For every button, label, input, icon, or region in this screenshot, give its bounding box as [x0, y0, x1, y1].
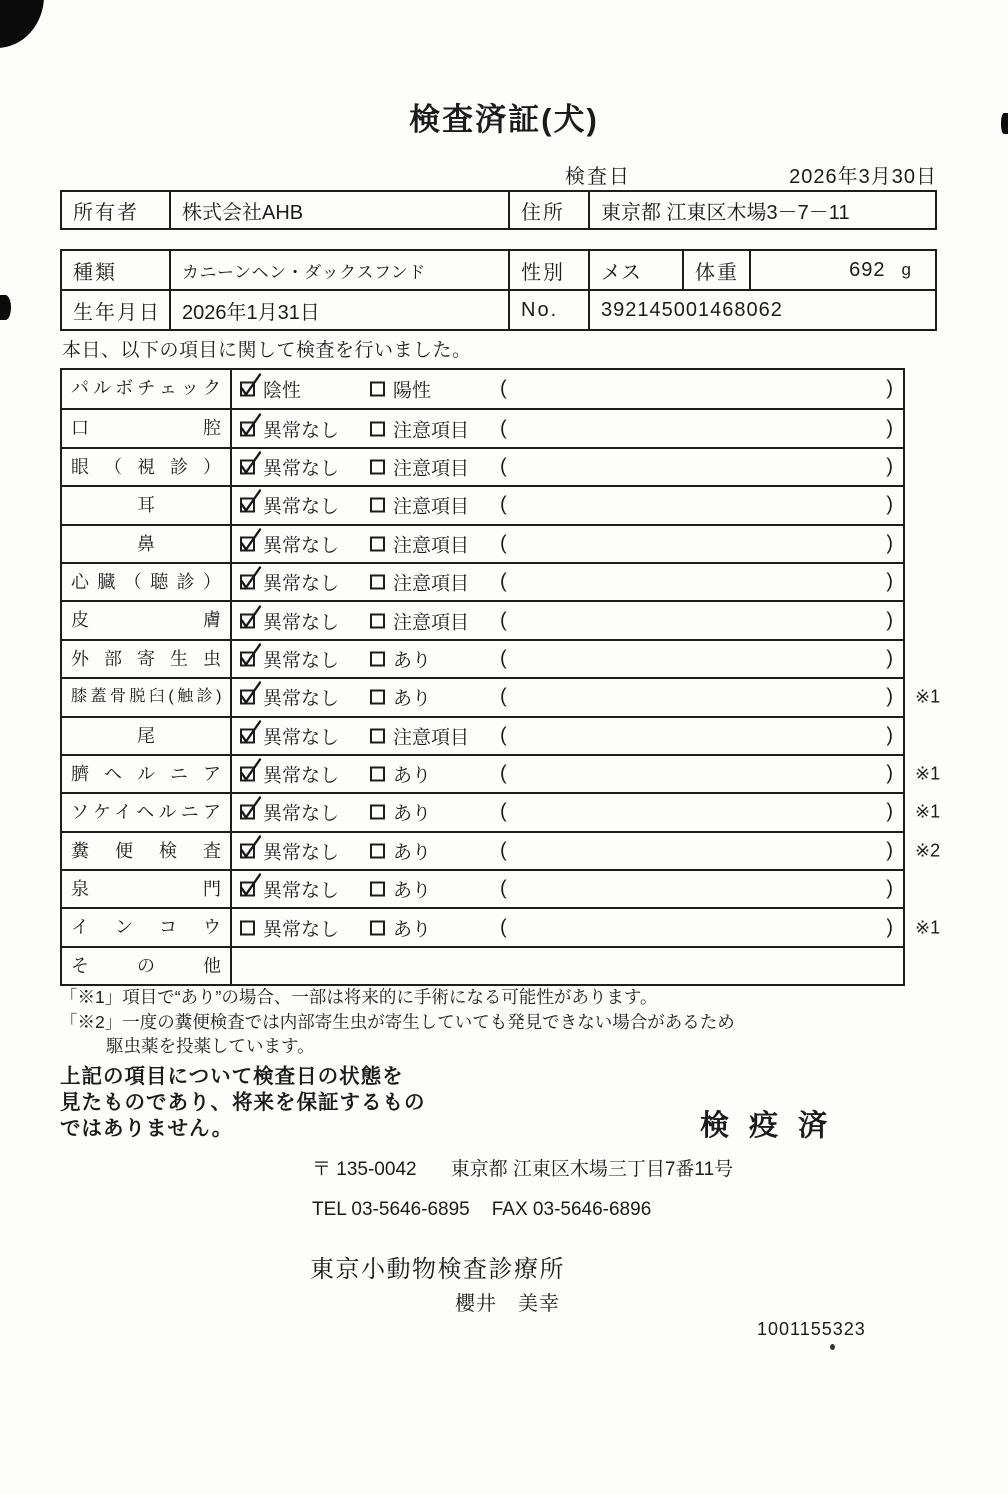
owner-label: 所有者	[73, 201, 139, 224]
inspection-table	[60, 368, 941, 986]
paren-close-mark: )	[886, 724, 893, 747]
checkbox-option2	[370, 613, 385, 628]
option1-label: 異常なし	[263, 612, 340, 634]
paren-open-mark: (	[500, 377, 507, 400]
postal-code: 〒 135-0042	[312, 1159, 417, 1180]
paren-open-mark: (	[500, 800, 507, 823]
item-name: 口腔	[62, 410, 232, 446]
option1-label: 異常なし	[263, 650, 340, 672]
row-content	[232, 718, 903, 754]
checkbox-option1	[240, 843, 255, 858]
item-name: 皮膚	[62, 602, 232, 638]
option2-group	[370, 530, 469, 557]
row-note-mark: ※1	[915, 917, 941, 938]
paren-close-mark: )	[886, 609, 893, 632]
option1-label: 異常なし	[263, 842, 340, 864]
row-content	[232, 449, 903, 485]
checkbox-option2	[370, 498, 385, 513]
check-mark-icon	[238, 681, 264, 707]
pet-info-table	[60, 249, 937, 331]
paren-open-mark: (	[500, 417, 507, 440]
document-title: 検査済証(犬)	[409, 102, 599, 137]
check-mark-icon	[238, 719, 264, 745]
scan-artifact-dot	[830, 1344, 835, 1350]
option2-group	[370, 876, 431, 903]
checkbox-option1	[240, 805, 255, 820]
inspection-row	[62, 524, 903, 562]
option2-label: 注意項目	[393, 612, 470, 634]
footnote-1: 「※1」項目で“あり”の場合、一部は将来的に手術になる可能性があります。	[60, 987, 658, 1007]
checkbox-option2	[370, 920, 385, 935]
checkbox-option1	[240, 728, 255, 743]
weight-cell	[749, 251, 935, 289]
checkbox-option1	[240, 690, 255, 705]
paren-close-mark: )	[886, 493, 893, 516]
check-mark-icon	[238, 489, 264, 515]
checkbox-option2	[370, 421, 385, 436]
item-name: パルボチェック	[62, 370, 232, 408]
option1-group	[240, 876, 339, 903]
inspection-row	[62, 447, 903, 485]
paren-close-mark: )	[886, 377, 893, 400]
paren-close-mark: )	[886, 800, 893, 823]
inspection-row	[62, 869, 903, 907]
item-name: 耳	[62, 487, 232, 523]
paren-open-mark: (	[500, 493, 507, 516]
document-number: 1001155323	[757, 1319, 866, 1339]
check-mark-icon	[238, 834, 264, 860]
option1-label: 異常なし	[263, 919, 340, 941]
row-content	[232, 564, 903, 600]
breed-value: カニーンヘン・ダックスフンド	[169, 251, 508, 289]
row-note-mark: ※2	[915, 840, 941, 861]
paren-close-mark: )	[886, 877, 893, 900]
item-name: 鼻	[62, 526, 232, 562]
row-note-mark: ※1	[915, 801, 941, 822]
inspection-row	[62, 907, 941, 945]
option2-label: 注意項目	[393, 496, 470, 518]
paren-close-mark: )	[886, 762, 893, 785]
row-note-mark: ※1	[915, 763, 941, 784]
clinic-fax: FAX 03-5646-6896	[491, 1199, 652, 1220]
checkbox-option1	[240, 920, 255, 935]
inspection-row	[62, 792, 941, 830]
clinic-name: 東京小動物検査診療所	[310, 1256, 565, 1283]
check-mark-icon	[238, 796, 264, 822]
check-mark-icon	[238, 527, 264, 553]
checkbox-option1	[240, 498, 255, 513]
check-mark-icon	[238, 373, 264, 399]
inspection-row	[62, 600, 903, 638]
checkbox-option2	[370, 651, 385, 666]
clinic-address: 東京都 江東区木場三丁目7番11号	[450, 1159, 734, 1180]
checkbox-option2	[370, 882, 385, 897]
option2-label: あり	[393, 803, 432, 825]
birthdate-label: 生年月日	[73, 301, 161, 324]
checkbox-option1	[240, 882, 255, 897]
paren-close-mark: )	[886, 417, 893, 440]
row-content	[232, 871, 903, 907]
owner-table	[60, 190, 937, 230]
checkbox-option2	[370, 767, 385, 782]
disclaimer-line-2: 見たものであり、将来を保証するもの	[60, 1091, 426, 1114]
option1-label: 異常なし	[263, 573, 340, 595]
inspection-row	[62, 485, 903, 523]
option2-group	[370, 415, 469, 442]
intro-text: 本日、以下の項目に関して検査を行いました。	[62, 340, 472, 361]
row-content	[232, 833, 903, 869]
checkbox-option1	[240, 651, 255, 666]
check-mark-icon	[238, 642, 264, 668]
row-content	[232, 794, 903, 830]
breed-label: 種類	[73, 261, 117, 284]
option1-group	[240, 492, 339, 519]
option2-label: 注意項目	[393, 535, 470, 557]
disclaimer-text	[60, 1064, 426, 1142]
pet-info-row-2	[62, 289, 935, 329]
option1-label: 異常なし	[263, 420, 340, 442]
option2-label: 注意項目	[393, 727, 470, 749]
checkbox-option1	[240, 459, 255, 474]
checkbox-option2	[370, 382, 385, 397]
check-mark-icon	[238, 412, 264, 438]
option2-group	[370, 645, 431, 672]
inspection-row	[62, 639, 903, 677]
option2-label: あり	[393, 688, 432, 710]
scan-artifact-top-left	[0, 0, 44, 48]
option2-label: あり	[393, 842, 432, 864]
option1-group	[240, 799, 339, 826]
option1-group	[240, 607, 339, 634]
inspection-date-label: 検査日	[565, 166, 631, 188]
option1-group	[240, 722, 339, 749]
clinic-tel: TEL 03-5646-6895	[312, 1199, 470, 1220]
inspection-row	[62, 831, 941, 869]
check-mark-icon	[238, 566, 264, 592]
option1-label: 異常なし	[263, 496, 340, 518]
row-content	[232, 679, 903, 715]
item-name: 泉門	[62, 871, 232, 907]
id-number-value: 392145001468062	[588, 291, 935, 329]
inspection-row	[62, 754, 941, 792]
checkbox-option2	[370, 459, 385, 474]
paren-open-mark: (	[500, 647, 507, 670]
check-mark-icon	[238, 873, 264, 899]
row-content	[232, 487, 903, 523]
option1-group	[240, 569, 339, 596]
id-number-label: No.	[508, 291, 588, 329]
owner-address-value: 東京都 江東区木場3－7－11	[588, 192, 935, 228]
item-name: 尾	[62, 718, 232, 754]
paren-open-mark: (	[500, 455, 507, 478]
checkbox-option2	[370, 728, 385, 743]
paren-open-mark: (	[500, 916, 507, 939]
option1-group	[240, 530, 339, 557]
option2-label: あり	[393, 650, 432, 672]
option2-label: あり	[393, 880, 432, 902]
option2-label: 陽性	[393, 380, 432, 402]
option1-label: 異常なし	[263, 535, 340, 557]
option2-group	[370, 607, 469, 634]
quarantine-passed-stamp: 検 疫 済	[700, 1110, 834, 1142]
option1-group	[240, 645, 339, 672]
paren-open-mark: (	[500, 724, 507, 747]
paren-open-mark: (	[500, 609, 507, 632]
item-name: 臍ヘルニア	[62, 756, 232, 792]
inspection-row	[62, 408, 903, 446]
row-content	[232, 526, 903, 562]
paren-close-mark: )	[886, 647, 893, 670]
clinic-contact-line	[312, 1199, 651, 1221]
footnotes	[60, 985, 735, 1059]
row-content	[232, 641, 903, 677]
paren-open-mark: (	[500, 762, 507, 785]
item-name: ソケイヘルニア	[62, 794, 232, 830]
inspection-date-value: 2026年3月30日	[789, 166, 937, 188]
footnote-2-continued: 駆虫薬を投薬しています。	[106, 1036, 315, 1056]
paren-open-mark: (	[500, 839, 507, 862]
checkbox-option2	[370, 536, 385, 551]
inspection-row	[62, 677, 941, 715]
checkbox-option1	[240, 536, 255, 551]
sex-value: メス	[588, 251, 682, 289]
option2-group	[370, 569, 469, 596]
checkbox-option2	[370, 805, 385, 820]
option1-group	[240, 376, 301, 403]
option1-label: 異常なし	[263, 727, 340, 749]
option2-group	[370, 837, 431, 864]
paren-open-mark: (	[500, 877, 507, 900]
option1-label: 異常なし	[263, 803, 340, 825]
option2-group	[370, 453, 469, 480]
item-name: 眼（視診）	[62, 449, 232, 485]
option1-label: 異常なし	[263, 688, 340, 710]
paren-close-mark: )	[886, 916, 893, 939]
inspection-row	[62, 946, 903, 984]
disclaimer-line-1: 上記の項目について検査日の状態を	[60, 1065, 404, 1088]
option2-group	[370, 761, 431, 788]
option1-group	[240, 914, 339, 941]
paren-close-mark: )	[886, 839, 893, 862]
option2-group	[370, 914, 431, 941]
checkbox-option1	[240, 767, 255, 782]
birthdate-value: 2026年1月31日	[169, 291, 508, 329]
check-mark-icon	[238, 450, 264, 476]
option2-group	[370, 799, 431, 826]
weight-label: 体重	[682, 251, 749, 289]
inspection-row	[62, 370, 903, 408]
row-content	[232, 410, 903, 446]
footnote-2: 「※2」一度の糞便検査では内部寄生虫が寄生していても発見できない場合があるため	[60, 1011, 735, 1032]
option2-group	[370, 684, 431, 711]
pet-info-row-1	[62, 251, 935, 289]
option2-label: あり	[393, 919, 432, 941]
option2-group	[370, 722, 469, 749]
row-content	[232, 909, 903, 945]
row-note-mark: ※1	[915, 686, 941, 707]
checkbox-option1	[240, 421, 255, 436]
paren-close-mark: )	[886, 685, 893, 708]
veterinarian-name: 櫻井 美幸	[455, 1293, 560, 1315]
paren-close-mark: )	[886, 532, 893, 555]
row-content	[232, 948, 903, 984]
disclaimer-line-3: ではありません。	[60, 1117, 234, 1140]
scan-artifact-left-edge	[0, 295, 11, 320]
option1-label: 異常なし	[263, 765, 340, 787]
weight-unit: g	[901, 260, 911, 279]
option1-group	[240, 761, 339, 788]
checkbox-option2	[370, 690, 385, 705]
option2-label: 注意項目	[393, 458, 470, 480]
option1-group	[240, 453, 339, 480]
inspection-row	[62, 716, 903, 754]
row-content	[232, 602, 903, 638]
item-name: 外部寄生虫	[62, 641, 232, 677]
clinic-address-line	[312, 1154, 733, 1181]
option1-group	[240, 684, 339, 711]
option2-label: 注意項目	[393, 573, 470, 595]
checkbox-option2	[370, 575, 385, 590]
row-content	[232, 370, 903, 408]
weight-value: 692	[849, 258, 886, 281]
checkbox-option1	[240, 575, 255, 590]
checkbox-option2	[370, 843, 385, 858]
checkbox-option1	[240, 613, 255, 628]
option1-group	[240, 415, 339, 442]
paren-open-mark: (	[500, 685, 507, 708]
inspection-row	[62, 562, 903, 600]
row-content	[232, 756, 903, 792]
paren-close-mark: )	[886, 570, 893, 593]
option1-group	[240, 837, 339, 864]
paren-close-mark: )	[886, 455, 893, 478]
item-name: その他	[62, 948, 232, 984]
option2-group	[370, 492, 469, 519]
option1-label: 異常なし	[263, 458, 340, 480]
checkbox-option1	[240, 382, 255, 397]
item-name: 糞便検査	[62, 833, 232, 869]
owner-address-label: 住所	[508, 192, 588, 228]
option2-label: 注意項目	[393, 420, 470, 442]
option2-group	[370, 376, 431, 403]
check-mark-icon	[238, 604, 264, 630]
option2-label: あり	[393, 765, 432, 787]
option1-label: 陰性	[263, 380, 302, 402]
paren-open-mark: (	[500, 532, 507, 555]
item-name: 膝蓋骨脱臼(触診)	[62, 679, 232, 715]
item-name: 心臓（聴診）	[62, 564, 232, 600]
option1-label: 異常なし	[263, 880, 340, 902]
paren-open-mark: (	[500, 570, 507, 593]
item-name: インコウ	[62, 909, 232, 945]
owner-name: 株式会社AHB	[169, 192, 508, 228]
check-mark-icon	[238, 758, 264, 784]
sex-label: 性別	[508, 251, 588, 289]
